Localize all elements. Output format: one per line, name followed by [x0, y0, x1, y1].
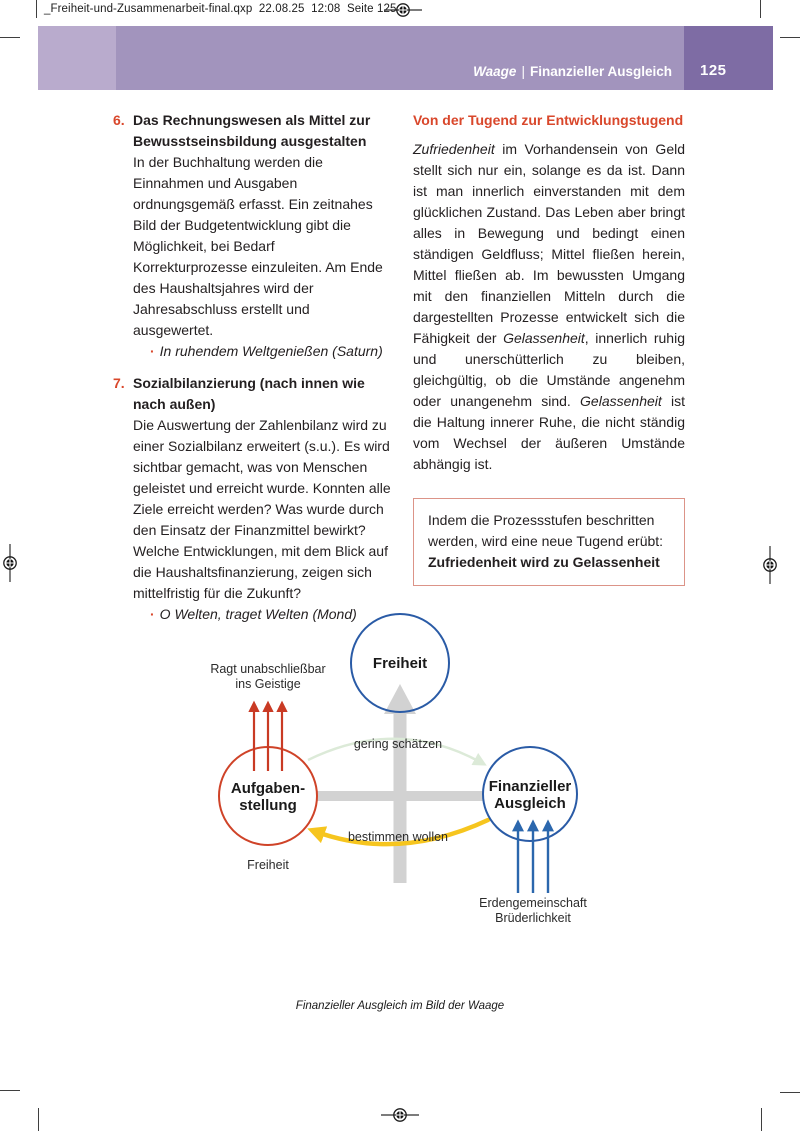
- item-number: 7.: [113, 375, 125, 391]
- finanzieller-label-line1: Finanzieller: [488, 778, 572, 795]
- virtue-info-box: [413, 498, 685, 586]
- info-box-intro: Indem die Prozessstufen beschritten werden, wird eine neue Tugend erübt:: [428, 512, 664, 549]
- item-heading: Das Rechnungswesen als Mittel zur Bewusstseinsbildung ausgestalten: [133, 112, 371, 149]
- gray-horizontal-axis: [317, 791, 483, 801]
- running-header: [473, 64, 672, 79]
- italic-term: Gelassenheit: [503, 330, 585, 346]
- crop-mark-bottom-left-horizontal: [0, 1090, 20, 1091]
- running-header-title: Finanzieller Ausgleich: [529, 64, 672, 79]
- crop-mark-top-right-vertical: [760, 0, 761, 18]
- waage-diagram: [180, 588, 620, 953]
- left-bottom-annotation: Freiheit: [247, 858, 289, 872]
- crop-mark-top-left-horizontal: [0, 37, 20, 38]
- bullet-text: O Welten, traget Welten (Mond): [159, 606, 357, 622]
- item-body: In der Buchhaltung werden die Einnahmen und Ausgaben ordnungsgemäß erfasst. Ein zeitnahes Bild der Budgetentwicklung gibt die Möglichkeit, bei Bedarf Korrekturprozesse einzuleiten. Am Ende des Haushaltsjahres wird der Jahresabschluss erstellt und ausgewertet.: [133, 154, 383, 338]
- paragraph-text: im Vorhandensein von Geld stellt sich nur ein, solange es da ist. Dann ist man innerlich einverstanden mit dem glücklichen Zustand. Das Leben aber bringt alles in Bewegung und bedingt einen ständigen Geldfluss; Mittel fließen herein, Mittel fließen ab. Im bewussten Umgang mit den finanziellen Mitteln durch die dargestellten Prozesse entwickelt sich die Fähigkeit der: [413, 141, 685, 346]
- bullet-text: In ruhendem Weltgenießen (Saturn): [159, 343, 383, 359]
- body-paragraph: [413, 139, 685, 475]
- gray-up-arrowhead-icon: [384, 684, 416, 714]
- right-bottom-annotation-line1: Erdengemeinschaft: [479, 896, 587, 910]
- right-column: [413, 110, 685, 586]
- crop-mark-bottom-right-horizontal: [780, 1092, 800, 1093]
- header-band-light-segment: [38, 26, 116, 90]
- header-page-number-block: [684, 26, 773, 90]
- section-heading: Von der Tugend zur Entwicklungstugend: [413, 112, 684, 128]
- lower-arc-label: bestimmen wollen: [347, 830, 449, 844]
- aufgabenstellung-label-line1: Aufgaben-: [230, 780, 306, 797]
- left-top-annotation-line2: ins Geistige: [235, 677, 301, 691]
- upper-arc-label: gering schätzen: [353, 737, 443, 751]
- left-column: [113, 110, 391, 625]
- running-header-divider: |: [521, 64, 525, 79]
- item-body: Die Auswertung der Zahlenbilanz wird zu einer Sozialbilanz erweitert (s.u.). Es wird sichtbar gemacht, was von Menschen geleistet und erreicht wurde. Konnten alle Ziele erreicht werden? Was wurde durch den Einsatz der Finanzmittel bewirkt? Welche Entwicklungen, mit dem Blick auf die Haushaltsfinanzierung, zeigen sich mittelfristig für die Zukunft?: [133, 417, 391, 601]
- freiheit-circle-label: Freiheit: [372, 655, 428, 672]
- header-band: [38, 26, 773, 90]
- page-number: 125: [700, 62, 727, 79]
- paragraph-text: ist die Haltung innerer Ruhe, die nicht ständig vom Wechsel der äußeren Umstände abhängig ist.: [413, 393, 686, 472]
- italic-term: Gelassenheit: [580, 393, 662, 409]
- running-header-section: Waage: [473, 64, 517, 79]
- crop-mark-bottom-left-vertical: [38, 1108, 39, 1131]
- info-box-statement: Zufriedenheit wird zu Gelassenheit: [428, 554, 660, 570]
- numbered-item-6: [113, 110, 391, 362]
- print-slug-text: _Freiheit-und-Zusammenarbeit-final.qxp 22.08.25 12:08 Seite 125: [44, 3, 397, 15]
- crop-mark-bottom-right-vertical: [761, 1108, 762, 1131]
- registration-mark-icon: [750, 545, 790, 585]
- registration-mark-icon: [0, 543, 30, 583]
- crop-mark-top-right-horizontal: [780, 37, 800, 38]
- item-bullet: [133, 341, 391, 362]
- item-heading: Sozialbilanzierung (nach innen wie nach außen): [133, 375, 365, 412]
- aufgabenstellung-label-line2: stellung: [239, 797, 297, 814]
- finanzieller-label-line2: Ausgleich: [494, 795, 566, 812]
- crop-mark-top-left-vertical: [36, 0, 37, 18]
- figure-caption: Finanzieller Ausgleich im Bild der Waage: [295, 1000, 505, 1012]
- registration-mark-icon: [380, 1095, 420, 1135]
- italic-term: Zufriedenheit: [413, 141, 495, 157]
- bullet-dot-icon: ·: [150, 606, 155, 622]
- right-bottom-annotation-line2: Brüderlichkeit: [495, 911, 571, 925]
- paragraph-text: , innerlich ruhig und unerschütterlich zu bleiben, gleichgültig, ob die Umstände angenehm oder unangenehm sind.: [413, 330, 685, 409]
- bullet-dot-icon: ·: [150, 343, 155, 359]
- left-top-annotation-line1: Ragt unabschließbar: [210, 662, 326, 676]
- item-number: 6.: [113, 112, 125, 128]
- header-band-mid-segment: [116, 26, 684, 90]
